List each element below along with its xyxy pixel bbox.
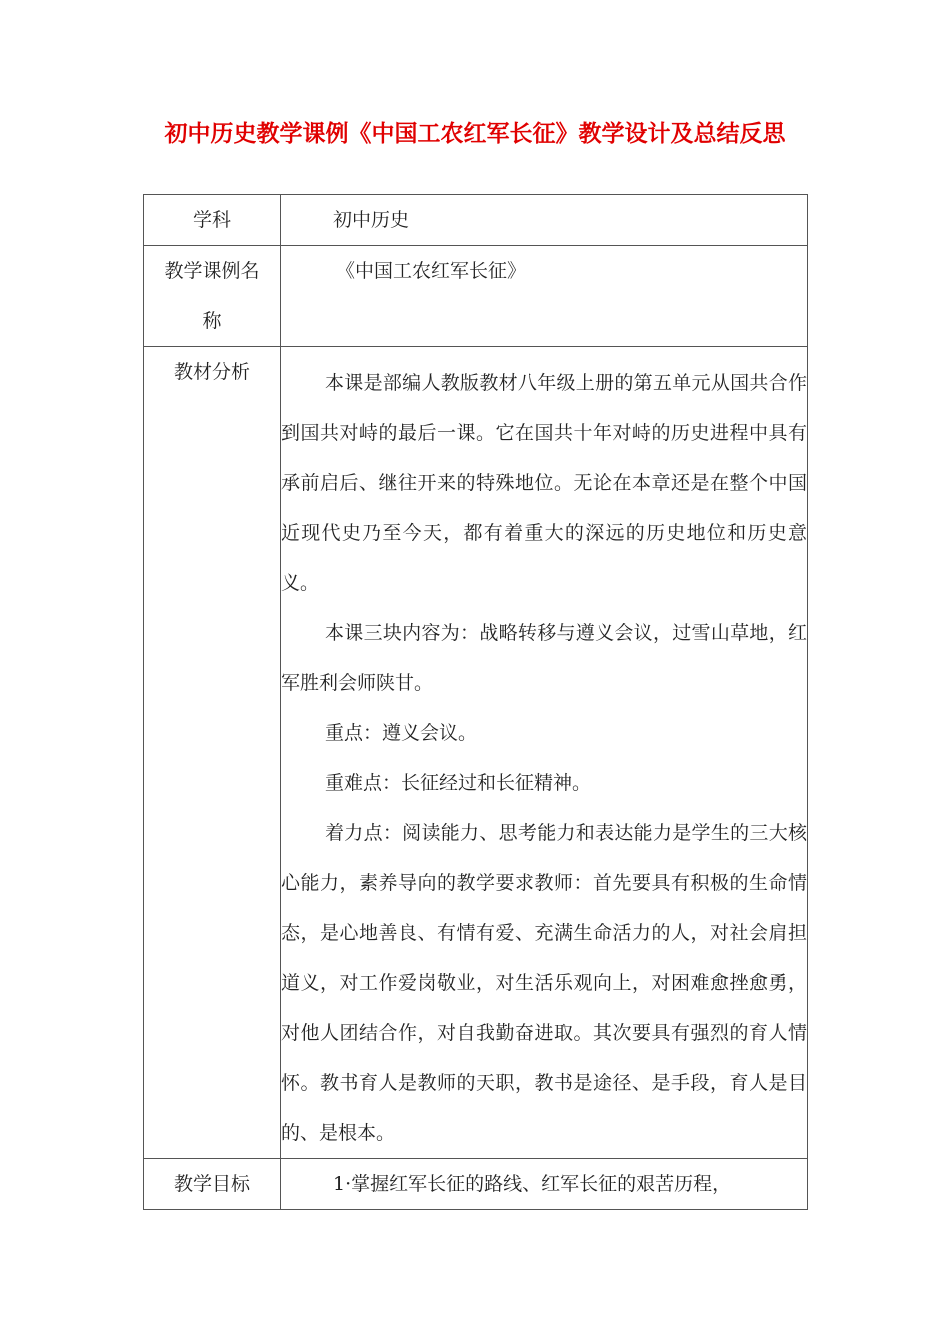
analysis-paragraph-5: 着力点：阅读能力、思考能力和表达能力是学生的三大核心能力，素养导向的教学要求教师：首先要具有积极的生命情态，是心地善良、有情有爱、充满生命活力的人，对社会肩担道义，对工作爱岗敬业，对生活乐观向上，对困难愈挫愈勇，对他人团结合作，对自我勤奋进取。其次要具有强烈的育人情怀。教书育人是教师的天职，教书是途径、是手段，育人是目的、是根本。 (281, 822, 807, 1144)
table-row-subject (144, 195, 808, 246)
table-row-lesson-name (144, 246, 808, 347)
analysis-content (281, 347, 808, 1159)
subject-value: 初中历史 (281, 195, 808, 246)
analysis-paragraph-3: 重点：遵义会议。 (325, 722, 478, 744)
table-row-analysis (144, 347, 808, 1159)
lesson-name-value: 《中国工农红军长征》 (281, 246, 808, 347)
lesson-design-table (143, 194, 808, 1210)
analysis-label: 教材分析 (144, 347, 281, 1159)
table-row-goals (144, 1159, 808, 1210)
document-title: 初中历史教学课例《中国工农红军长征》教学设计及总结反思 (164, 121, 786, 147)
analysis-paragraph-4: 重难点：长征经过和长征精神。 (325, 772, 592, 794)
analysis-paragraph-1: 本课是部编人教版教材八年级上册的第五单元从国共合作到国共对峙的最后一课。它在国共十年对峙的历史进程中具有承前启后、继往开来的特殊地位。无论在本章还是在整个中国近现代史乃至今天，都有着重大的深远的历史地位和历史意义。 (281, 372, 807, 594)
goals-label: 教学目标 (144, 1159, 281, 1210)
lesson-name-label-text: 教学课例名称 (164, 260, 260, 332)
lesson-name-label (144, 246, 281, 347)
analysis-paragraph-2: 本课三块内容为：战略转移与遵义会议，过雪山草地，红军胜利会师陕甘。 (281, 622, 807, 694)
subject-label: 学科 (144, 195, 281, 246)
goals-content: 1·掌握红军长征的路线、红军长征的艰苦历程， (281, 1159, 808, 1210)
